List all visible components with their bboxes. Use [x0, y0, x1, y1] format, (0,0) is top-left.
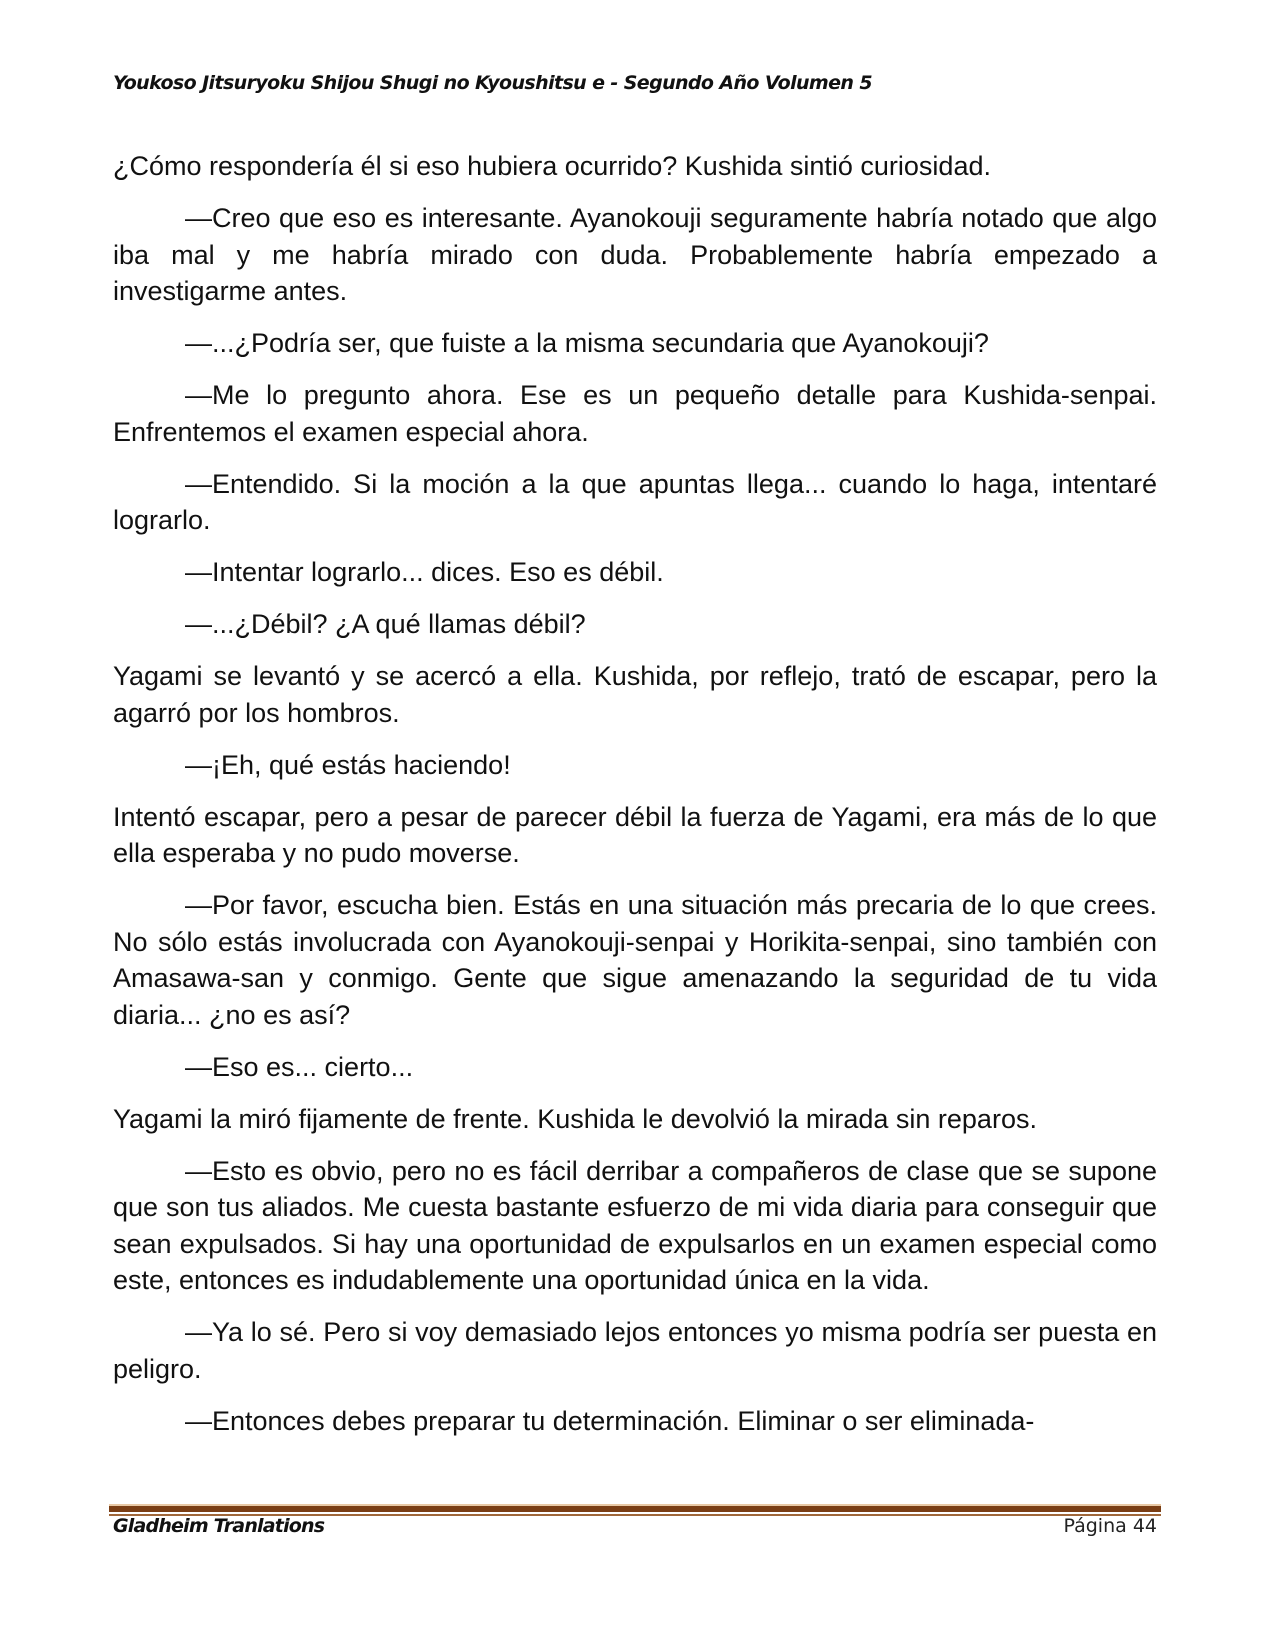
paragraph: ¿Cómo respondería él si eso hubiera ocurrido? Kushida sintió curiosidad. — [113, 151, 991, 181]
document-body — [113, 148, 1157, 1455]
paragraph: —Por favor, escucha bien. Estás en una situación más precaria de lo que crees. No sólo estás involucrada con Ayanokouji-senpai y Horikita-senpai, sino también con Amasawa-san y conmigo. Gente que sigue amenazando la seguridad de tu vida diaria... ¿no es así? — [113, 890, 1157, 1030]
paragraph: —¡Eh, qué estás haciendo! — [185, 749, 511, 780]
paragraph: —Creo que eso es interesante. Ayanokouji seguramente habría notado que algo iba mal y me habría mirado con duda. Probablemente habría empezado a investigarme antes. — [113, 203, 1157, 306]
paragraph: —Me lo pregunto ahora. Ese es un pequeño detalle para Kushida-senpai. Enfrentemos el examen especial ahora. — [113, 380, 1157, 447]
paragraph: —Entendido. Si la moción a la que apuntas llega... cuando lo haga, intentaré lograrlo. — [113, 468, 1157, 535]
paragraph: —Esto es obvio, pero no es fácil derribar a compañeros de clase que se supone que son tus aliados. Me cuesta bastante esfuerzo de mi vida diaria para conseguir que sean expulsados. Si hay una oportunidad de expulsarlos en un examen especial como este, entonces es indudablemente una oportunidad única en la vida. — [113, 1155, 1157, 1295]
footer-credit: Gladheim Tranlations — [113, 1515, 325, 1537]
paragraph: —...¿Podría ser, que fuiste a la misma secundaria que Ayanokouji? — [185, 328, 989, 358]
paragraph: —...¿Débil? ¿A qué llamas débil? — [185, 609, 586, 639]
paragraph: —Intentar lograrlo... dices. Eso es débil. — [185, 557, 664, 587]
paragraph: —Entonces debes preparar tu determinación. Eliminar o ser eliminada- — [185, 1405, 1035, 1436]
paragraph: —Eso es... cierto... — [185, 1051, 414, 1082]
paragraph: Yagami la miró fijamente de frente. Kushida le devolvió la mirada sin reparos. — [113, 1103, 1037, 1134]
paragraph: Yagami se levantó y se acercó a ella. Kushida, por reflejo, trató de escapar, pero la agarró por los hombros. — [113, 661, 1157, 728]
paragraph: —Ya lo sé. Pero si voy demasiado lejos entonces yo misma podría ser puesta en peligro. — [113, 1317, 1157, 1384]
paragraph: Intentó escapar, pero a pesar de parecer débil la fuerza de Yagami, era más de lo que ella esperaba y no pudo moverse. — [113, 801, 1157, 868]
page-number — [1063, 1515, 1157, 1537]
running-header: Youkoso Jitsuryoku Shijou Shugi no Kyoushitsu e - Segundo Año Volumen 5 — [113, 72, 872, 94]
page-number-value: 44 — [1132, 1515, 1157, 1537]
page-label: Página — [1063, 1515, 1127, 1537]
